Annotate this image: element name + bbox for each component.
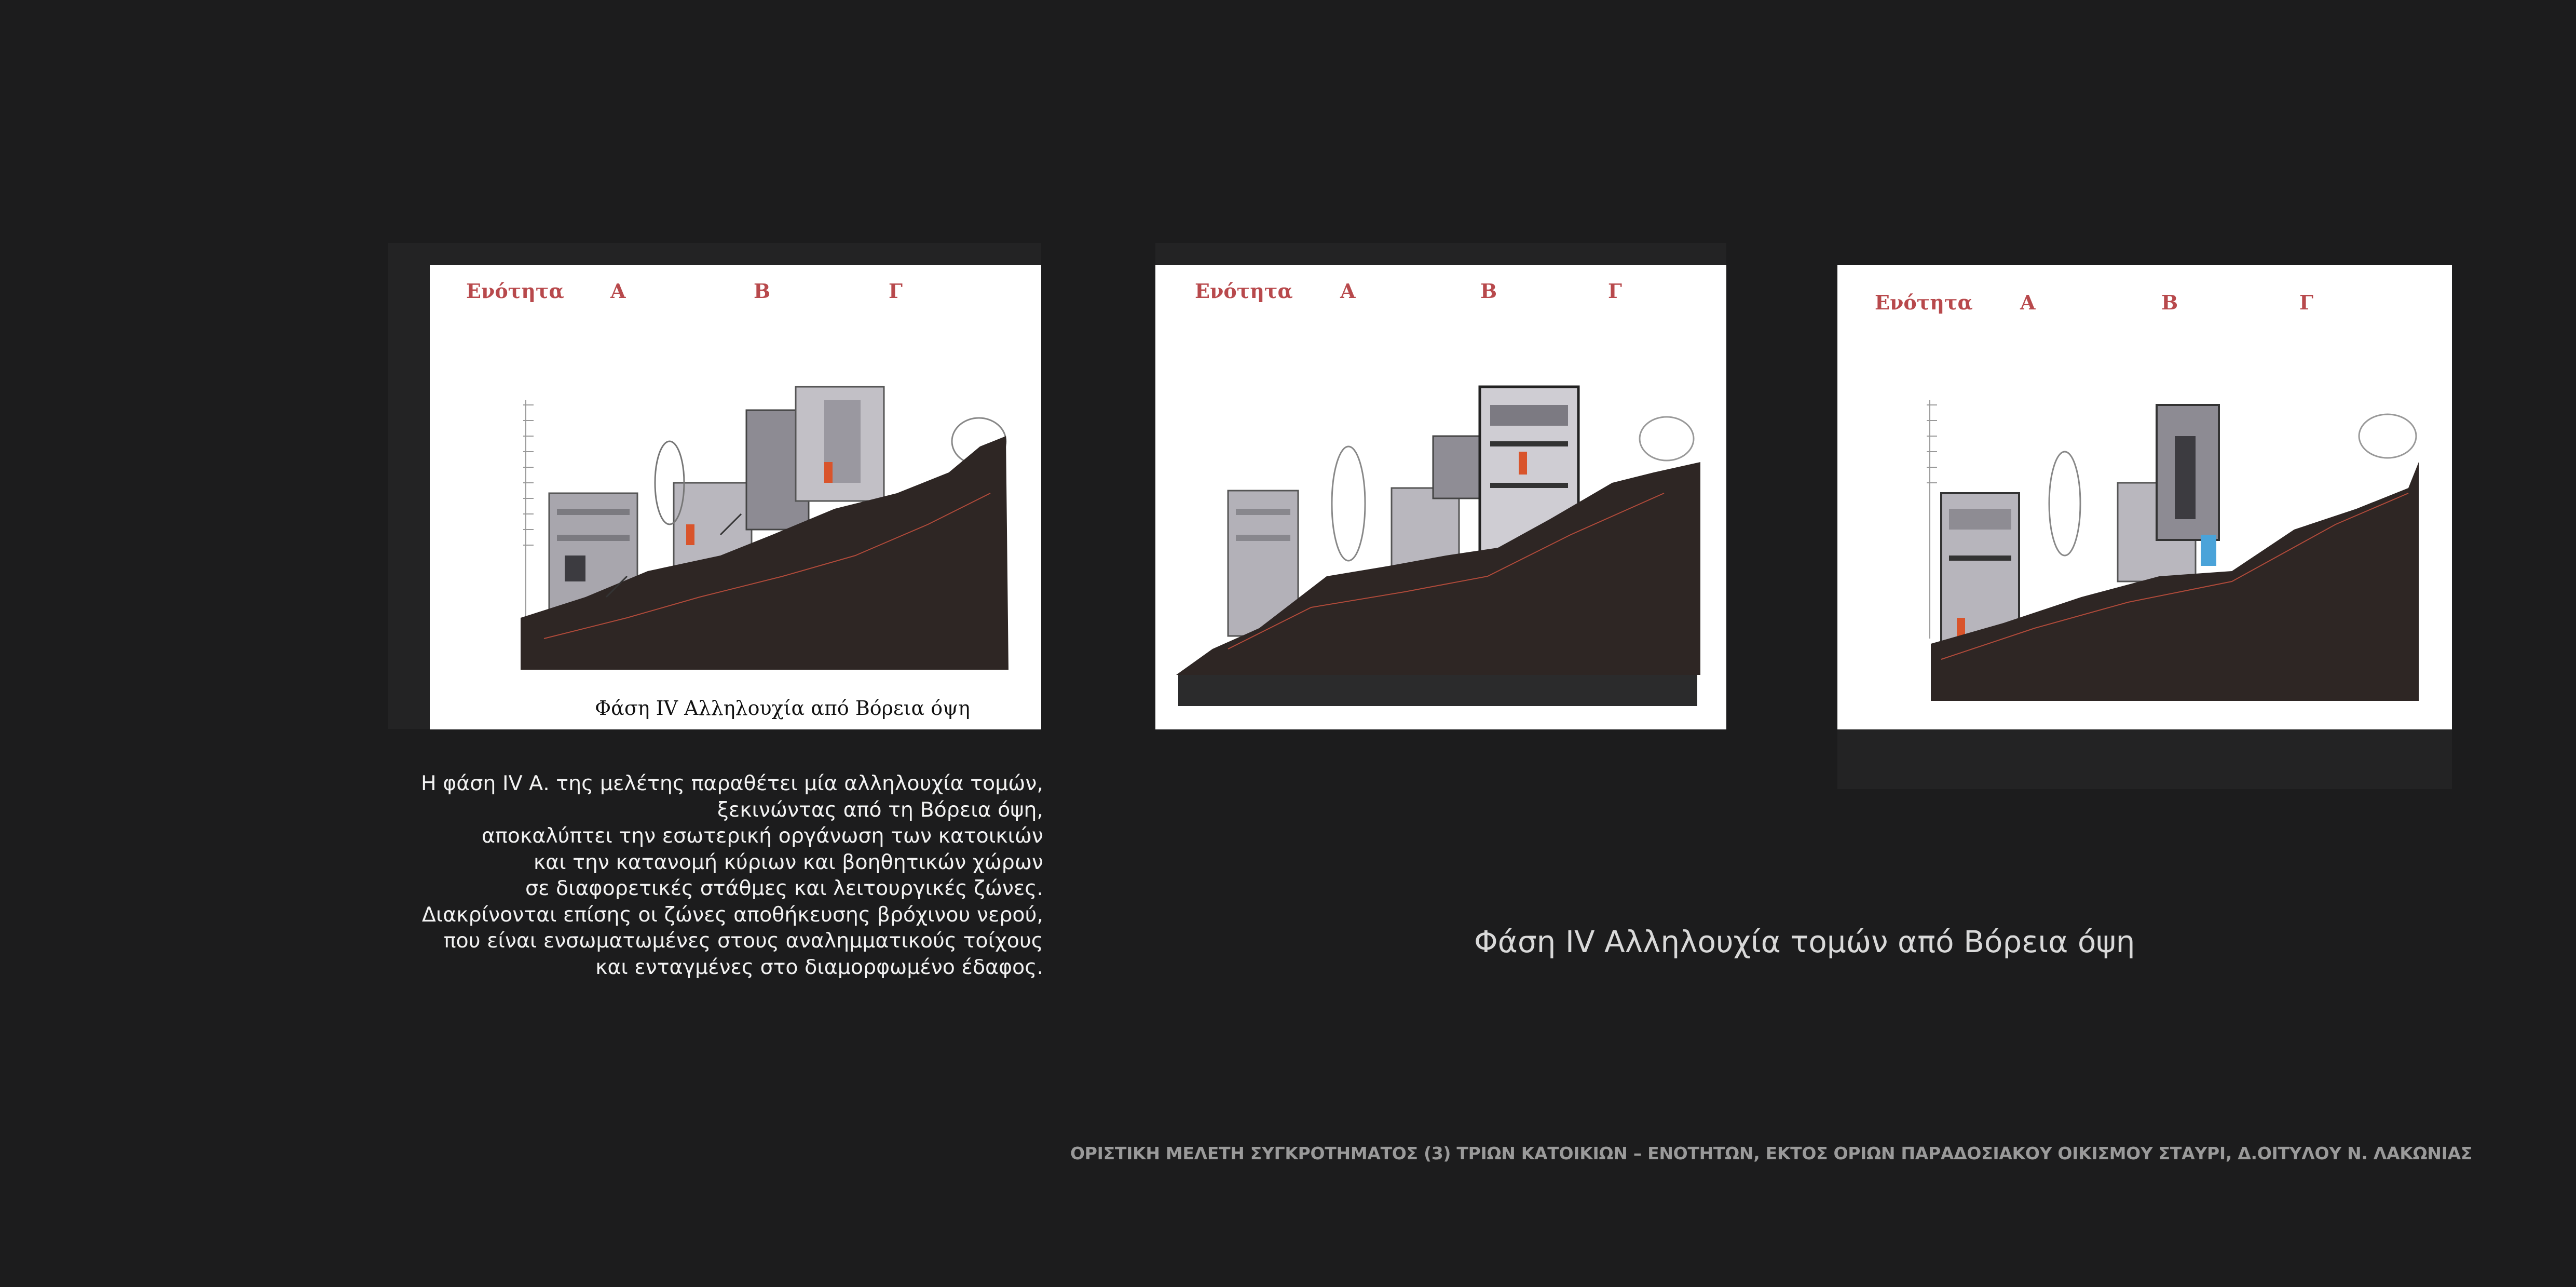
section-panel-3 [1837, 265, 2452, 729]
unit-label-c: Γ [1608, 279, 1622, 303]
description-line: Η φάση IV Α. της μελέτης παραθέτει μία αλληλουχία τομών, [420, 771, 1043, 795]
description-line: ξεκινώντας από τη Βόρεια όψη, [717, 797, 1043, 822]
description-line: και ενταγμένες στο διαμορφωμένο έδαφος. [595, 955, 1043, 979]
unit-label-a: Α [1340, 279, 1356, 303]
description-line: που είναι ενσωματωμένες στους αναλημματικούς τοίχους [443, 929, 1043, 953]
section-drawing-2 [1155, 265, 1726, 729]
unit-label-a: Α [610, 279, 626, 303]
unit-label-heading: Ενότητα [1195, 279, 1293, 303]
description-line: Διακρίνονται επίσης οι ζώνες αποθήκευσης βρόχινου νερού, [421, 902, 1043, 927]
unit-label-b: Β [1480, 279, 1497, 303]
unit-label-b: Β [2161, 291, 2178, 314]
unit-label-heading: Ενότητα [466, 279, 564, 303]
description-line: σε διαφορετικές στάθμες και λειτουργικές ζώνες. [525, 876, 1043, 900]
unit-label-c: Γ [2299, 291, 2313, 314]
section-panel-1 [430, 265, 1041, 729]
slide-title: Φάση IV Αλληλουχία τομών από Βόρεια όψη [1474, 924, 2135, 959]
unit-label-heading: Ενότητα [1875, 291, 1973, 314]
unit-label-c: Γ [889, 279, 903, 303]
section-panel-2 [1155, 265, 1726, 729]
description-paragraph [384, 770, 1043, 980]
section-drawing-1 [430, 265, 1041, 729]
description-line: αποκαλύπτει την εσωτερική οργάνωση των κατοικιών [481, 824, 1043, 848]
panel-caption: Φάση IV Αλληλουχία από Βόρεια όψη [595, 697, 970, 720]
footer-project-title: ΟΡΙΣΤΙΚΗ ΜΕΛΕΤΗ ΣΥΓΚΡΟΤΗΜΑΤΟΣ (3) ΤΡΙΩΝ ΚΑΤΟΙΚΙΩΝ – ΕΝΟΤΗΤΩΝ, ΕΚΤΟΣ ΟΡΙΩΝ ΠΑΡΑΔΟΣΙΑΚΟΥ ΟΙΚΙΣΜΟΥ ΣΤΑΥΡΙ, Δ.ΟΙΤΥΛΟΥ Ν. ΛΑΚΩΝΙΑΣ [1070, 1143, 2473, 1163]
unit-label-b: Β [754, 279, 771, 303]
unit-label-a: Α [2020, 291, 2036, 314]
description-line: και την κατανομή κύριων και βοηθητικών χώρων [533, 850, 1043, 874]
section-drawing-3 [1837, 265, 2452, 729]
